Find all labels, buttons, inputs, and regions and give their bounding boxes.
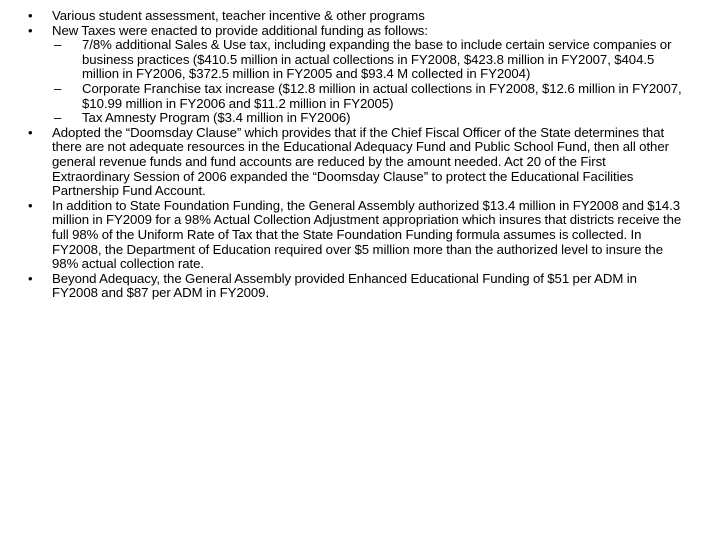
sub-bullet-item-tax-amnesty-program bbox=[52, 111, 684, 126]
bullet-text: In addition to State Foundation Funding, the General Assembly authorized $13.4 million in FY2008 and $14.3 million in FY2009 for a 98% Actual Collection Adjustment appropriation which insures that districts receive the full 98% of the Uniform Rate of Tax that the State Foundation Funding formula assumes is collected. In FY2008, the Department of Education required over $5 million more than the authorized level to insure the 98% actual collection rate. bbox=[52, 197, 682, 272]
bullet-marker-icon: • bbox=[28, 22, 33, 38]
bullet-text: Adopted the “Doomsday Clause” which provides that if the Chief Fiscal Officer of the State determines that there are not adequate resources in the Educational Adequacy Fund and Public School Fund, then all other general revenue funds and fund accounts are reduced by the amount needed. Act 20 of the First Extraordinary Session of 2006 expanded the “Doomsday Clause” to protect the Educational Facilities Partnership Fund Account. bbox=[52, 124, 669, 199]
sub-bullet-text: Tax Amnesty Program ($3.4 million in FY2006) bbox=[82, 110, 351, 126]
bullet-item-new-taxes bbox=[24, 24, 684, 39]
dash-marker-icon: – bbox=[54, 80, 62, 96]
dash-marker-icon: – bbox=[54, 110, 62, 126]
bullet-text: Beyond Adequacy, the General Assembly provided Enhanced Educational Funding of $51 per ADM in FY2008 and $87 per ADM in FY2009. bbox=[52, 270, 637, 301]
bullet-marker-icon: • bbox=[28, 197, 33, 213]
sub-bullet-text: 7/8% additional Sales & Use tax, including expanding the base to include certain service companies or business practices ($410.5 million in actual collections in FY2008, $423.8 million in FY2007, $404.5 million in FY2006, $372.5 million in FY2005 and $93.4 M collected in FY2004) bbox=[82, 37, 672, 82]
sub-bullet-list bbox=[52, 38, 684, 126]
sub-bullet-item-sales-use-tax bbox=[52, 38, 684, 82]
bullet-item-programs bbox=[24, 9, 684, 24]
bullet-text: New Taxes were enacted to provide additional funding as follows: bbox=[52, 22, 428, 38]
bullet-item-beyond-adequacy bbox=[24, 272, 684, 301]
bullet-marker-icon: • bbox=[28, 124, 33, 140]
slide-bullet-list bbox=[24, 9, 684, 301]
sub-bullet-item-corporate-franchise-tax bbox=[52, 82, 684, 111]
bullet-item-state-foundation-funding bbox=[24, 199, 684, 272]
bullet-item-doomsday-clause bbox=[24, 126, 684, 199]
bullet-text: Various student assessment, teacher incentive & other programs bbox=[52, 8, 425, 23]
bullet-marker-icon: • bbox=[28, 8, 33, 23]
dash-marker-icon: – bbox=[54, 37, 62, 53]
sub-bullet-text: Corporate Franchise tax increase ($12.8 million in actual collections in FY2008, $12.6 million in FY2007, $10.99 million in FY2006 and $11.2 million in FY2005) bbox=[82, 80, 682, 111]
sub-bullet-group-new-taxes bbox=[24, 38, 684, 126]
bullet-marker-icon: • bbox=[28, 270, 33, 286]
